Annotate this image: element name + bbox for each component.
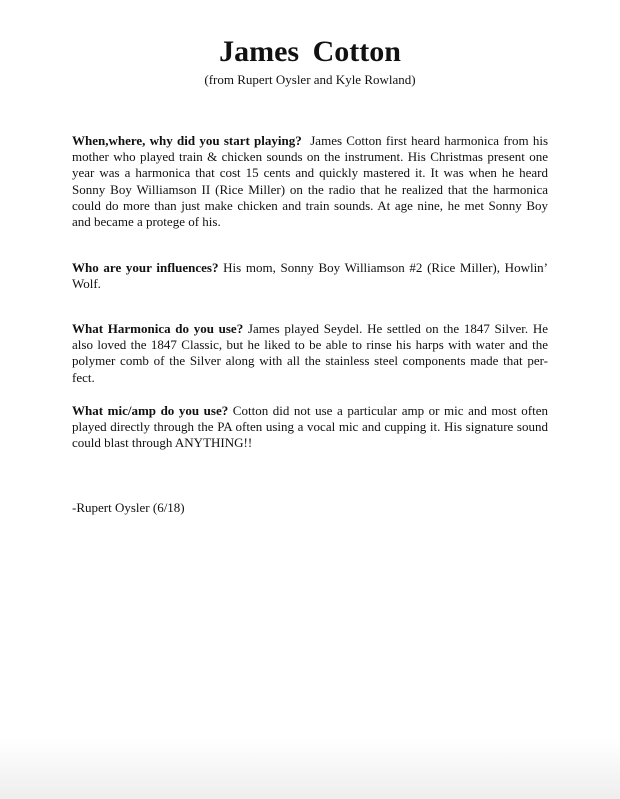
qa-section-harmonica bbox=[72, 321, 548, 386]
page-title: James Cotton bbox=[219, 35, 401, 68]
question-label: What Harmonica do you use? bbox=[72, 321, 244, 336]
qa-section-influences bbox=[72, 260, 548, 292]
signature: -Rupert Oysler (6/18) bbox=[72, 500, 185, 515]
qa-section-start-playing bbox=[72, 133, 548, 230]
page-bottom-shadow bbox=[0, 739, 620, 799]
answer-text: James played Seydel. He settled on the 1847 Silver. He also loved the 1847 Classic, but he liked to be able to rinse his harps with water and the polymer comb of the Silver along with all the stainless steel components made that per-fect. bbox=[72, 321, 549, 385]
question-label: What mic/amp do you use? bbox=[72, 403, 229, 418]
question-label: When,where, why did you start playing? bbox=[72, 133, 302, 148]
page-subtitle: (from Rupert Oysler and Kyle Rowland) bbox=[204, 72, 416, 87]
answer-text: Cotton did not use a particular amp or mic and most often played directly through the PA often using a vocal mic and cupping it. His signature sound could blast through ANYTHING!! bbox=[72, 403, 548, 451]
answer-text: James Cotton first heard harmonica from his mother who played train & chicken sounds on the instrument. His Christmas present one year was a harmonica that cost 15 cents and quickly mastered it. It was when he heard Sonny Boy Williamson II (Rice Miller) on the radio that he realized that the harmonica could do more than just make chicken and train sounds. At age nine, he met Sonny Boy and became a protege of his. bbox=[72, 133, 549, 230]
answer-text: His mom, Sonny Boy Williamson #2 (Rice Miller), Howlin’ Wolf. bbox=[72, 260, 549, 292]
question-label: Who are your influences? bbox=[72, 260, 219, 275]
qa-section-mic-amp bbox=[72, 403, 548, 452]
